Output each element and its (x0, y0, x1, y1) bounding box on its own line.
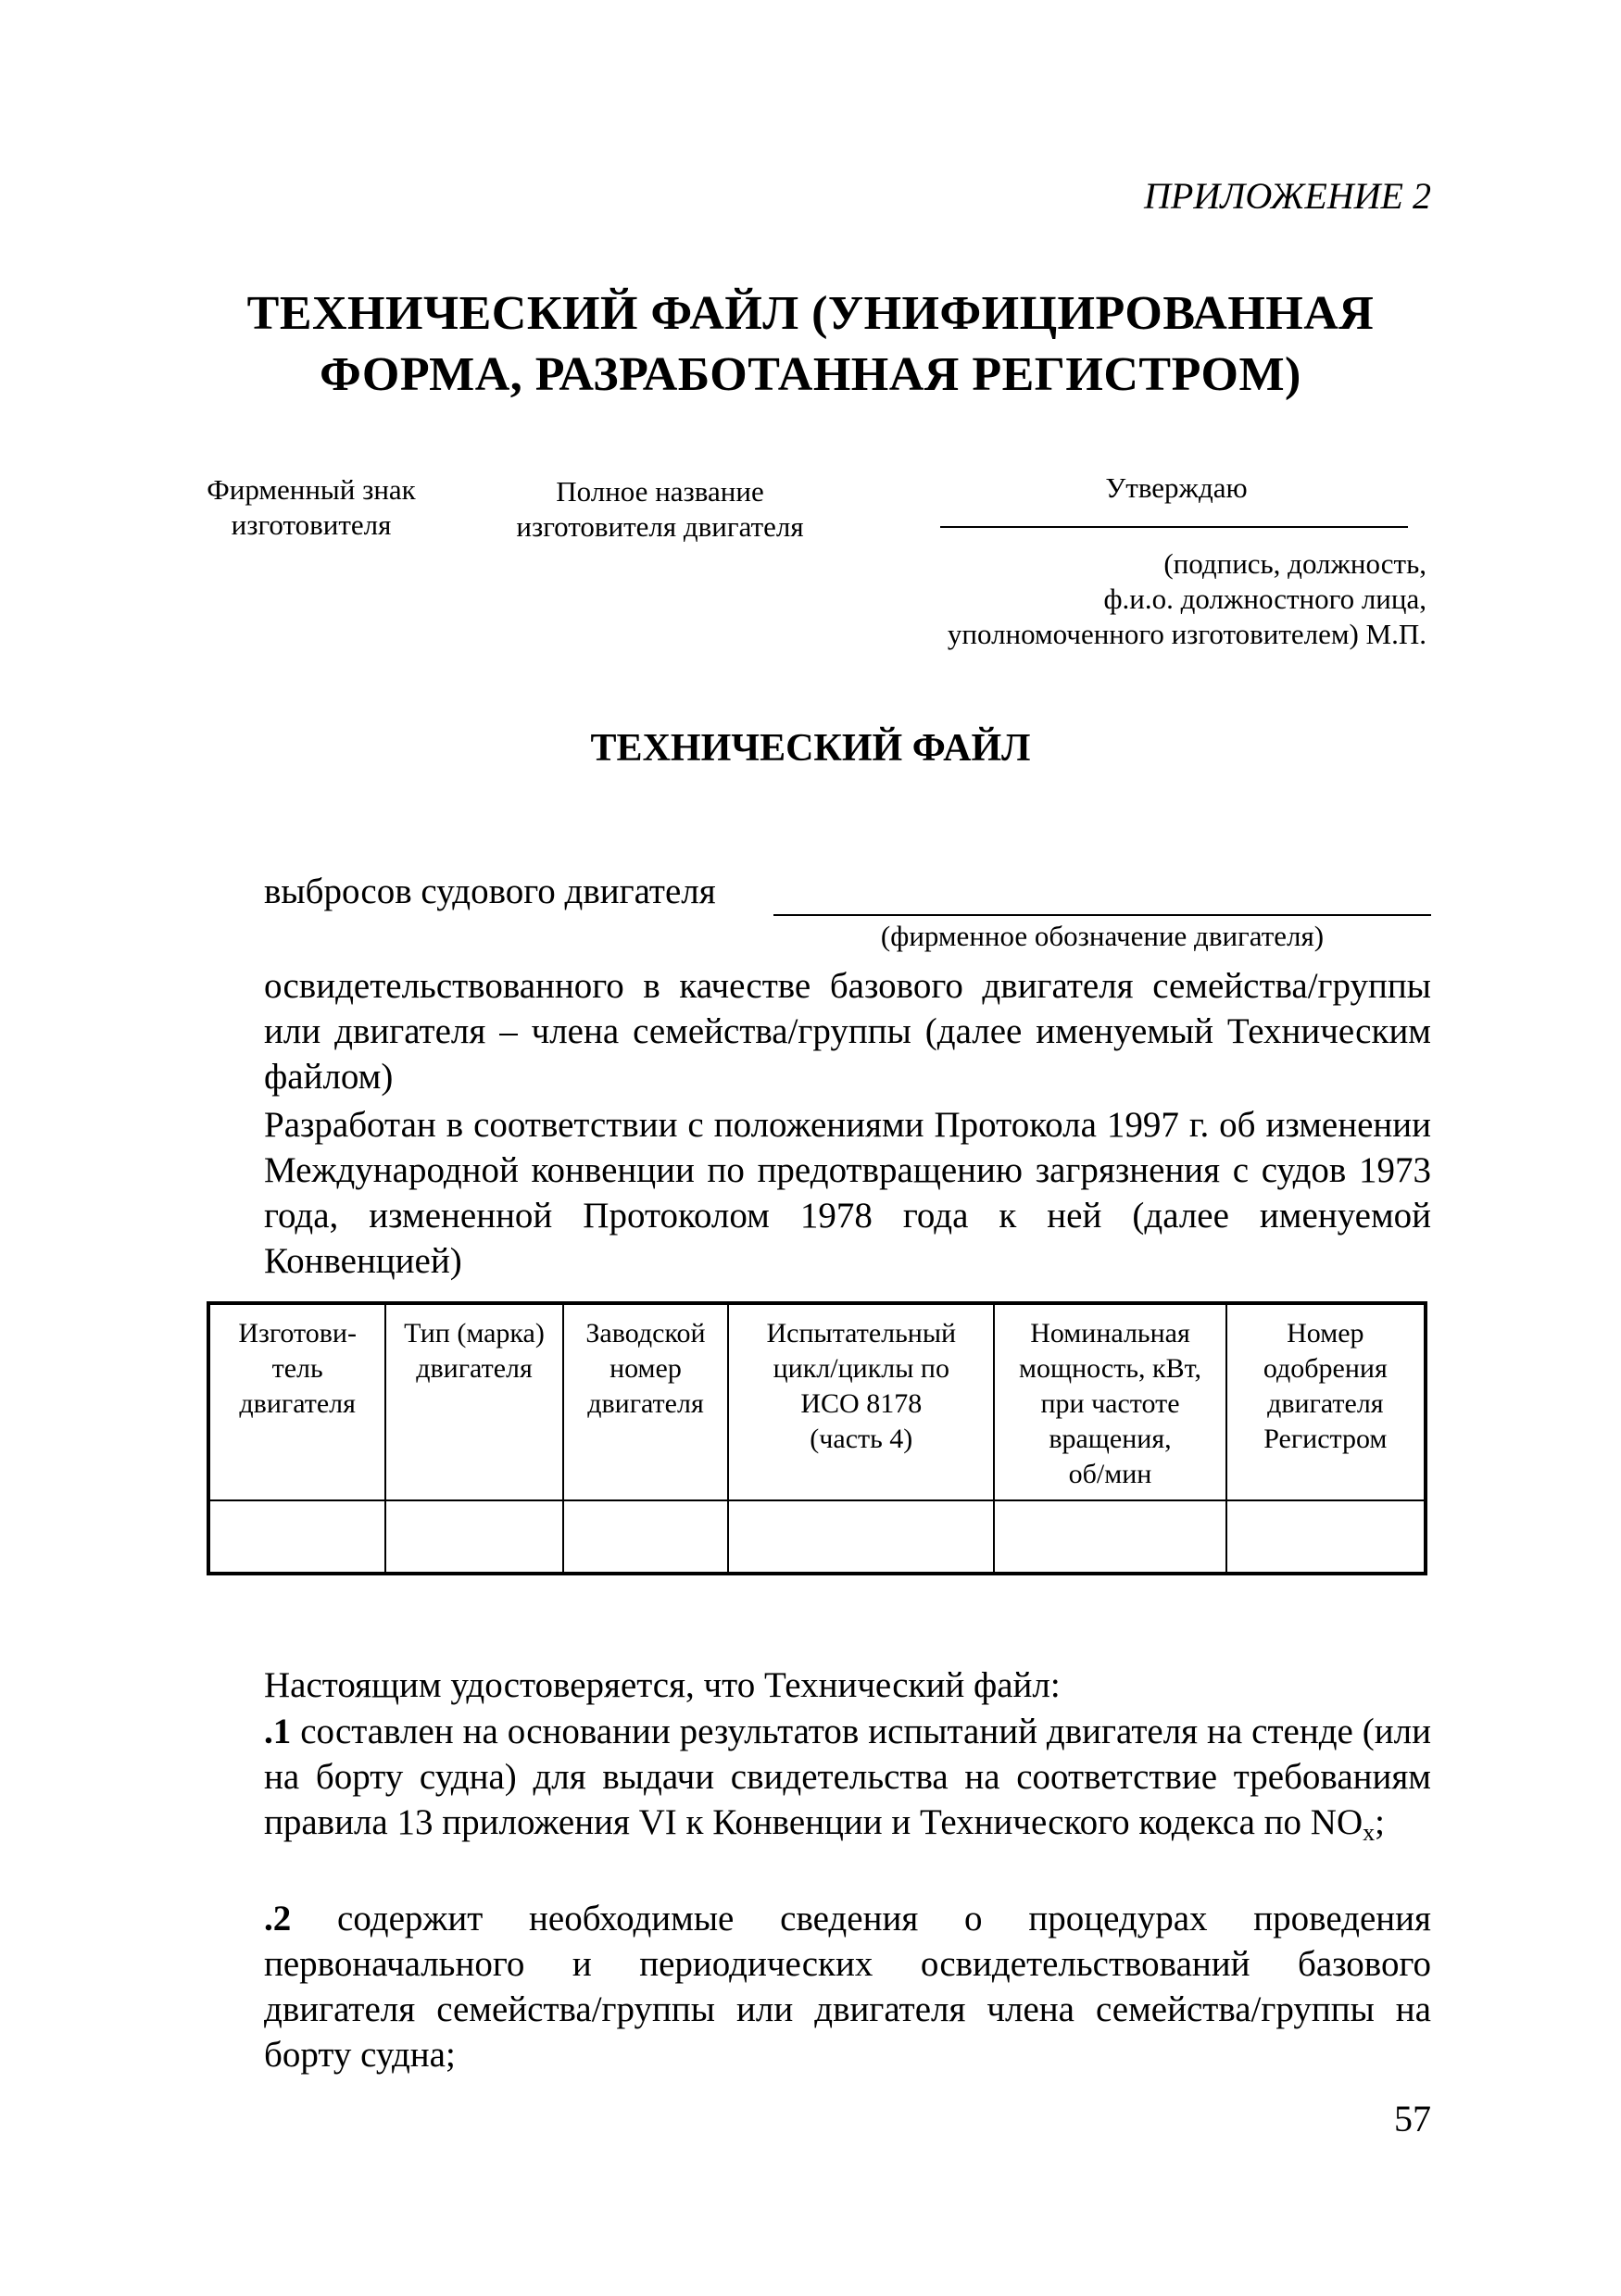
table-cell (994, 1500, 1225, 1574)
header-text: Заводской (585, 1318, 706, 1349)
item-number: .2 (264, 1899, 292, 1938)
header-text: вращения, (1049, 1424, 1172, 1454)
header-text: Регистром (1263, 1424, 1388, 1454)
table-cell (208, 1500, 385, 1574)
header-text: мощность, кВт, (1019, 1353, 1201, 1384)
mark-line-1: Фирменный знак (207, 473, 416, 506)
table-header-row (208, 1303, 1426, 1500)
col-test-cycle (728, 1303, 994, 1500)
table-row (208, 1500, 1426, 1574)
engine-designation-caption: (фирменное обозначение двигателя) (880, 920, 1325, 952)
paragraph-developed (197, 1102, 1431, 1284)
header-text: двигателя (587, 1388, 704, 1419)
header-text: номер (609, 1353, 682, 1384)
name-line-2: изготовителя двигателя (516, 510, 804, 543)
page-number: 57 (1394, 2098, 1431, 2139)
col-approval-number (1226, 1303, 1426, 1500)
signature-caption (871, 546, 1426, 652)
table-cell (563, 1500, 729, 1574)
item-text: содержит необходимые сведения о процедурах проведения первоначального и периодических освидетельствований базового двигателя семейства/группы или двигателя члена семейства/группы на борту судна; (264, 1899, 1431, 2075)
header-text: Номер (1287, 1318, 1364, 1349)
header-text: ИСО 8178 (800, 1388, 923, 1419)
signature-caption-line-2: ф.и.о. должностного лица, (1103, 583, 1426, 615)
item-text: составлен на основании результатов испытаний двигателя на стенде (или на борту судна) для выдачи свидетельства на соответствие требованиям правила 13 приложения VI к Конвенции и Технического кодекса по NO (264, 1712, 1431, 1842)
manufacturer-name-label (482, 474, 838, 545)
annex-label: ПРИЛОЖЕНИЕ 2 (1144, 175, 1431, 217)
paragraph-certified-text: освидетельствованного в качестве базового двигателя семейства/группы или двигателя – члена семейства/группы (далее именуемый Техническим файлом) (264, 966, 1431, 1097)
paragraph-item-2 (197, 1896, 1431, 2077)
paragraph-item-2-text (197, 1896, 1431, 2077)
paragraph-developed-text: Разработан в соответствии с положениями Протокола 1997 г. об изменении Международной конвенции по предотвращению загрязнения с судов 1973 года, измененной Протоколом 1978 года к ней (далее именуемой Конвенцией) (264, 1105, 1431, 1281)
engine-emissions-label: выбросов судового двигателя (264, 872, 716, 911)
signature-line (940, 526, 1408, 528)
header-text: Тип (марка) (404, 1318, 545, 1349)
paragraph-certify-text: Настоящим удостоверяется, что Технический файл: (264, 1665, 1061, 1705)
table-cell (728, 1500, 994, 1574)
engine-designation-line (773, 914, 1431, 916)
document-title (185, 283, 1436, 406)
title-line-1: ТЕХНИЧЕСКИЙ ФАЙЛ (УНИФИЦИРОВАННАЯ (246, 287, 1375, 340)
signature-caption-line-3: уполномоченного изготовителем) М.П. (947, 618, 1426, 650)
header-text: при частоте (1040, 1388, 1180, 1419)
header-text: Испытательный (766, 1318, 957, 1349)
item-number: .1 (264, 1712, 292, 1751)
table-cell (385, 1500, 562, 1574)
header-text: Номинальная (1030, 1318, 1190, 1349)
title-line-2: ФОРМА, РАЗРАБОТАННАЯ РЕГИСТРОМ) (320, 348, 1301, 401)
header-text: об/мин (1068, 1459, 1152, 1489)
header-text: (часть 4) (810, 1424, 913, 1454)
item-end: ; (1375, 1802, 1385, 1842)
header-text: цикл/циклы по (773, 1353, 949, 1384)
section-title: ТЕХНИЧЕСКИЙ ФАЙЛ (590, 727, 1031, 770)
header-text: двигателя (1267, 1388, 1384, 1419)
paragraph-certified (197, 963, 1431, 1099)
paragraph-item-1 (197, 1709, 1431, 1845)
col-serial-number (563, 1303, 729, 1500)
col-engine-type (385, 1303, 562, 1500)
col-rated-power (994, 1303, 1225, 1500)
header-text: тель (271, 1353, 323, 1384)
header-text: Изготови- (238, 1318, 357, 1349)
header-text: двигателя (416, 1353, 533, 1384)
table-cell (1226, 1500, 1426, 1574)
engine-info-table (207, 1301, 1427, 1575)
approve-label: Утверждаю (1105, 471, 1248, 504)
col-manufacturer (208, 1303, 385, 1500)
name-line-1: Полное название (556, 475, 764, 508)
header-text: одобрения (1263, 1353, 1388, 1384)
manufacturer-mark-label (185, 472, 437, 543)
subscript-x: x (1363, 1819, 1376, 1846)
signature-caption-line-1: (подпись, должность, (1163, 547, 1426, 580)
header-text: двигателя (239, 1388, 356, 1419)
paragraph-item-1-text (197, 1709, 1431, 1845)
mark-line-2: изготовителя (231, 508, 392, 541)
paragraph-certify (197, 1662, 1431, 1708)
